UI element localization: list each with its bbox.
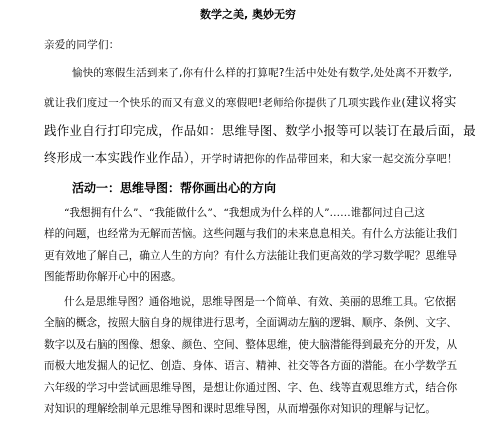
body-line-4: 图能帮助你解开心中的困惑。 [44, 271, 182, 283]
letter-line-4 [44, 151, 484, 166]
letter-line-2-tail: 建议将实 [405, 95, 457, 109]
letter-line-1: 愉快的寒假生活到来了,你有什么样的打算呢?生活中处处有数学,处处离不开数学, [72, 67, 453, 79]
letter-line-2-text: 就让我们度过一个快乐的而又有意义的寒假吧!老师给你提供了几项实践作业( [44, 97, 406, 109]
body-line-6: 全脑的概念，按照大脑自身的规律进行思考，全面调动左脑的逻辑、顺序、条例、文字、 [44, 317, 458, 329]
body-line-10: 对知识的理解绘制单元思维导图和课时思维导图，从而增强你对知识的理解与记忆。 [44, 403, 436, 415]
body-line-3: 更有效地了解自己，确立人生的方向？有什么方法能让我们更高效的学习数学呢？思维导 [44, 250, 458, 262]
body-line-5: 什么是思维导图？通俗地说，思维导图是一个简单、有效、美丽的思维工具。它依据 [64, 296, 456, 308]
body-line-9: 六年级的学习中尝试画思维导图，是想让你通过图、字、色、线等直观思维方式，结合你 [44, 382, 458, 394]
body-line-2: 样的问题，也经常为无解而苦恼。这些问题与我们的未来息息相关。有什么方法能让我们 [44, 228, 458, 240]
body-line-1: “我想拥有什么”、“我能做什么”、“我想成为什么样的人”……谁都问过自己这 [64, 207, 425, 219]
letter-line-3: 践作业自行打印完成，作品如：思维导图、数学小报等可以装订在最后面，最 [44, 123, 476, 138]
document-title: 数学之美, 奥妙无穷 [199, 8, 296, 21]
section-heading: 活动一：思维导图：帮你画出心的方向 [72, 181, 277, 195]
letter-line-4-head: 终形成一本实践作业作品） [44, 151, 191, 165]
letter-line-4-tail: ，开学时请把你的作品带回来，和大家一起交流分享吧！ [190, 153, 458, 165]
greeting: 亲爱的同学们： [44, 39, 120, 51]
body-line-8: 而极大地发掘人的记忆、创造、身体、语言、精神、社交等各方面的潜能。在小学数学五 [44, 360, 458, 372]
letter-line-2 [44, 95, 484, 110]
body-line-7: 数字以及右脑的图像、想象、颜色、空间、整体思维，使大脑潜能得到最充分的开发，从 [44, 339, 458, 351]
